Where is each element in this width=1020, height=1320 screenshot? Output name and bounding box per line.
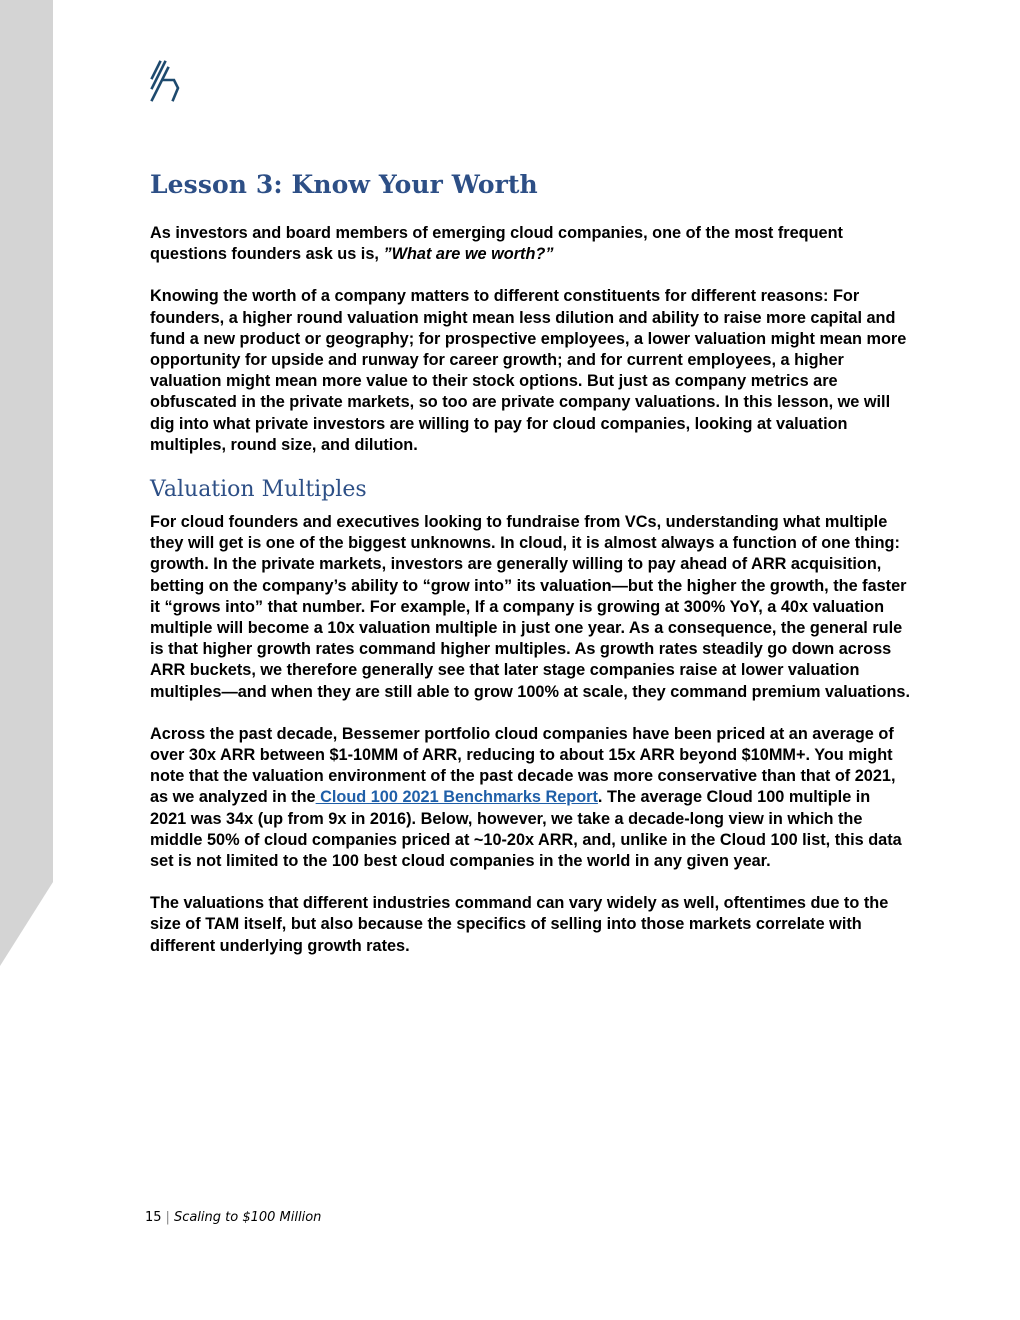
- lesson-title: Lesson 3: Know Your Worth: [150, 170, 538, 199]
- benchmarks-report-link[interactable]: Cloud 100 2021 Benchmarks Report: [315, 788, 598, 807]
- decade-text-start: Across the past decade, Bessemer portfolio cloud companies have been priced at an average of over 30x ARR between $1-10MM of ARR, reducing to about 15x ARR beyond $10MM+. You might note that the valuation environment of the past decade was more conservative than that of 2021, as we analyzed in the: [150, 724, 896, 807]
- industries-paragraph: The valuations that different industries command can vary widely as well, oftentimes due to the size of TAM itself, but also because the specifics of selling into those markets correlate with different underlying growth rates.: [150, 894, 889, 955]
- intro-quote: ”What are we worth?”: [383, 245, 554, 264]
- side-band-decoration: [0, 0, 60, 1000]
- decade-text-end: . The average Cloud 100 multiple in 2021 was 34x (up from 9x in 2016). Below, however, we take a decade-long view in which the middle 50% of cloud companies priced at ~10-20x ARR, and, unlike in the Cloud 100 list, this data set is not limited to the 100 best cloud companies in the world in any given year.: [150, 788, 902, 871]
- page-number: 15: [145, 1210, 162, 1225]
- worth-paragraph: Knowing the worth of a company matters to different constituents for different reasons: For founders, a higher round valuation might mean less dilution and ability to raise more capital and fund a new product or geography; for prospective employees, a lower valuation might mean more opportunity for upside and runway for career growth; and for current employees, a higher valuation might mean more value to their stock options. But just as company metrics are obfuscated in the private markets, so too are private company valuations. In this lesson, we will dig into what private investors are willing to pay for cloud companies, looking at valuation multiples, round size, and dilution.: [150, 287, 907, 454]
- decade-paragraph: [150, 724, 910, 872]
- multiples-paragraph: For cloud founders and executives looking to fundraise from VCs, understanding what multiple they will get is one of the biggest unknowns. In cloud, it is almost always a function of one thing: growth. In the private markets, investors are generally willing to pay ahead of ARR acquisition, betting on the company’s ability to “grow into” its valuation—but the higher the growth, the faster it “grows into” that number. For example, If a company is growing at 300% YoY, a 40x valuation multiple will become a 10x valuation multiple in just one year. As a consequence, the general rule is that higher growth rates command higher multiples. As growth rates steadily go down across ARR buckets, we therefore generally see that later stage companies raise at lower valuation multiples—and when they are still able to grow 100% at scale, they command premium valuations.: [150, 513, 911, 701]
- page-footer: [145, 1210, 321, 1225]
- intro-paragraph: [150, 223, 910, 265]
- document-title: Scaling to $100 Million: [173, 1210, 322, 1225]
- main-content: [150, 170, 910, 978]
- footer-separator: |: [165, 1210, 170, 1225]
- section-heading: Valuation Multiples: [150, 477, 367, 503]
- intro-text: As investors and board members of emerging cloud companies, one of the most frequent questions founders ask us is,: [150, 224, 843, 264]
- firm-logo-icon: [146, 58, 186, 106]
